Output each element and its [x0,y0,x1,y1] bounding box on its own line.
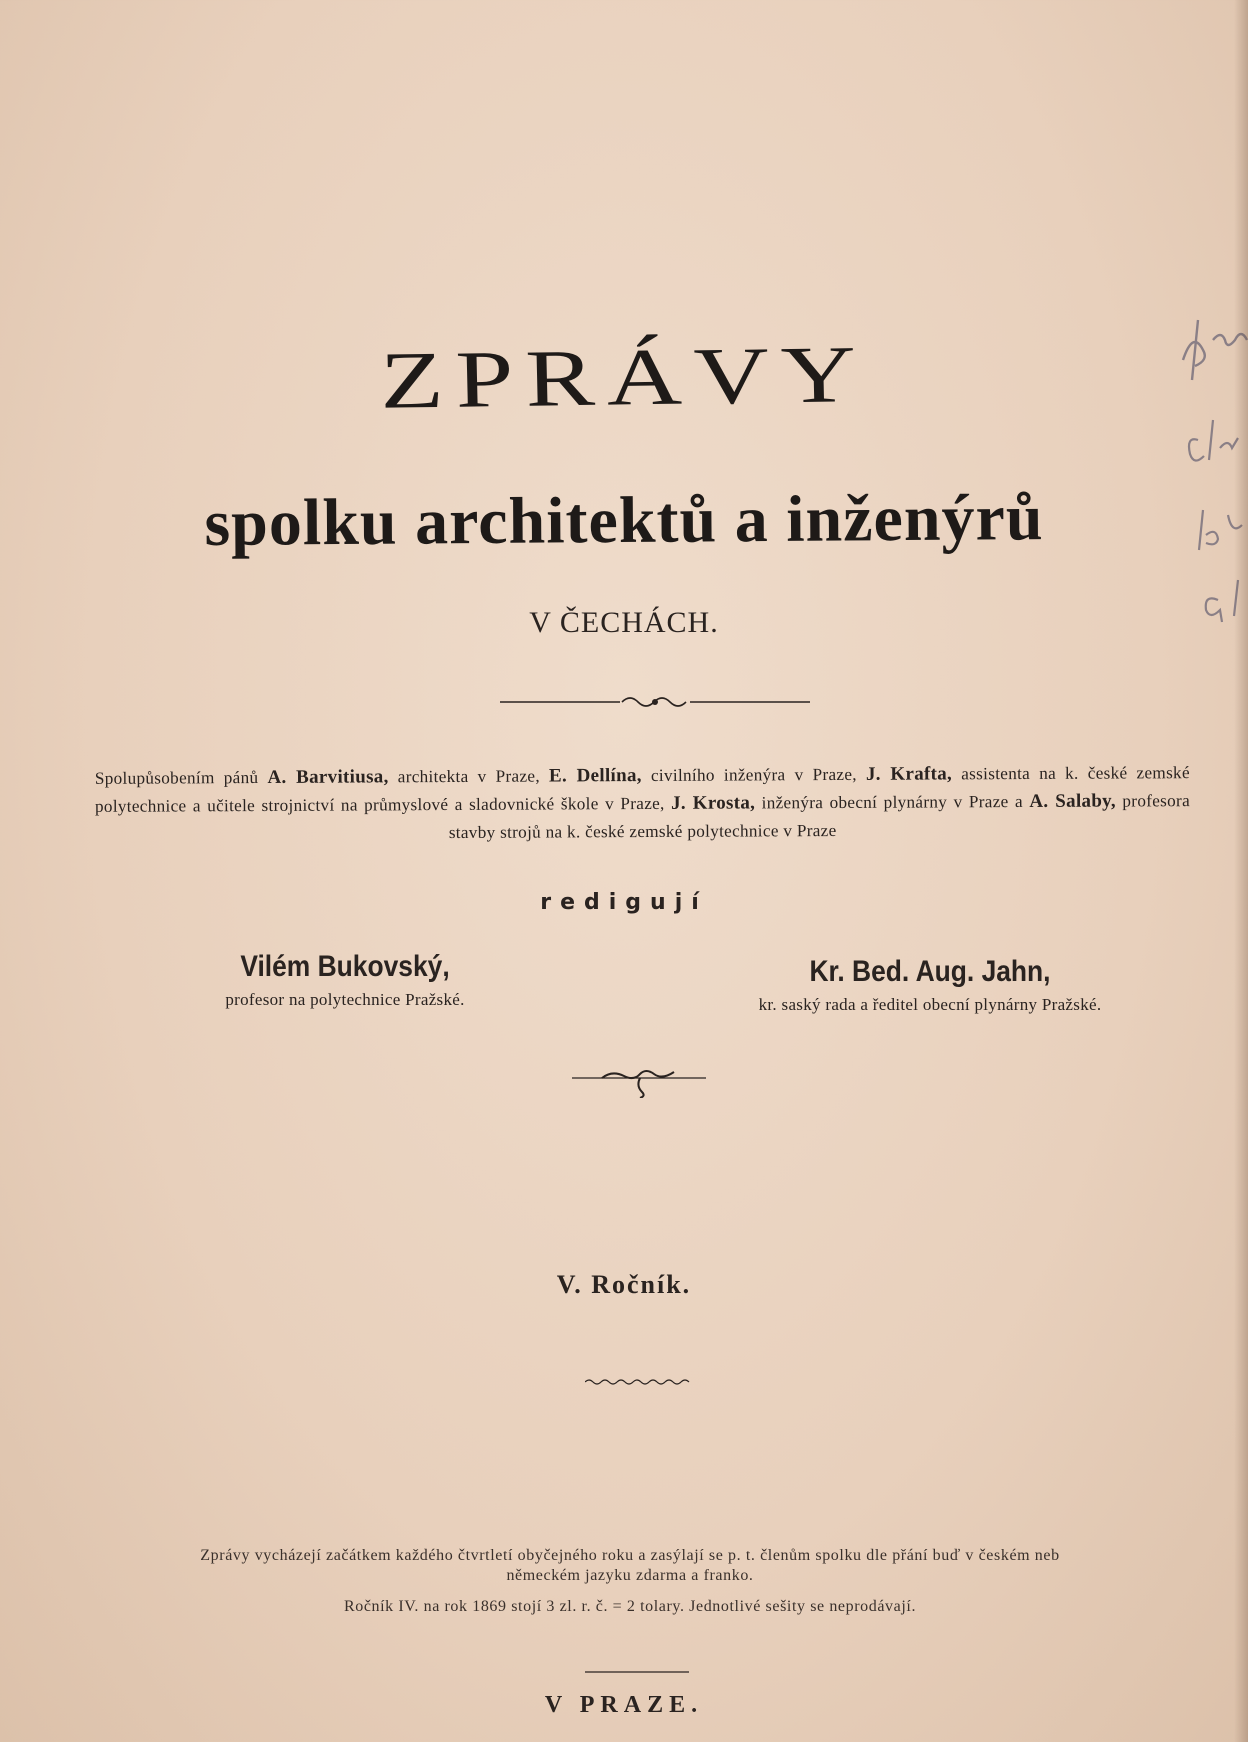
region-line: V ČECHÁCH. [529,606,719,639]
editing-label: redigují [540,890,708,915]
collab-text-4: inženýra obecní plynárny v Praze a [761,792,1023,813]
page-title: ZPRÁVY [379,329,869,426]
editor-role: kr. saský rada a ředitel obecní plynárny Pražské. [758,995,1102,1014]
subtitle: spolku architektů a inženýrů [204,481,1044,560]
divider-ornament-middle [572,1068,706,1098]
divider-rule-bottom [585,1670,689,1674]
page-edge-shadow [1234,0,1248,1742]
collab-name-barvitius: A. Barvitiusa, [267,766,389,788]
publication-city: V PRAZE. [544,1692,704,1718]
footer-line-1: Zprávy vycházejí začátkem každého čtvrtletí obyčejného roku a zasýlají se p. t. členům spolku dle přání buď v českém neb [200,1547,1060,1564]
collab-name-dellin: E. Dellína, [548,765,642,787]
collab-name-kraft: J. Krafta, [865,763,953,785]
divider-ornament-top [500,690,810,714]
collab-text-5: profesora stavby strojů na k. české zemské polytechnice v Praze [448,791,1191,843]
editor-left [170,950,520,1010]
collab-prefix: Spolupůsobením pánů [94,768,259,788]
editor-name: Kr. Bed. Aug. Jahn, [809,955,1051,988]
collab-text-1: architekta v Praze, [397,766,540,787]
footer-line-2: německém jazyku zdarma a franko. [506,1567,754,1584]
collab-text-2: civilního inženýra v Praze, [650,764,857,785]
collab-text-3: assistenta na k. české zemské polytechnice a učitele strojnictví na průmyslové a sladovnické škole v Praze, [94,763,1190,816]
footer-line-3: Ročník IV. na rok 1869 stojí 3 zl. r. č. = 2 tolary. Jednotlivé sešity se neprodávají. [343,1598,917,1615]
collaborators-paragraph [95,759,1190,849]
editor-right [690,955,1170,1015]
editor-name: Vilém Bukovský, [240,950,450,983]
collab-name-krost: J. Krosta, [670,792,756,814]
editor-role: profesor na polytechnice Pražské. [225,990,465,1009]
divider-ornament-small [585,1377,691,1387]
volume-number: V. Ročník. [556,1270,692,1299]
collab-name-salaba: A. Salaby, [1029,790,1117,812]
